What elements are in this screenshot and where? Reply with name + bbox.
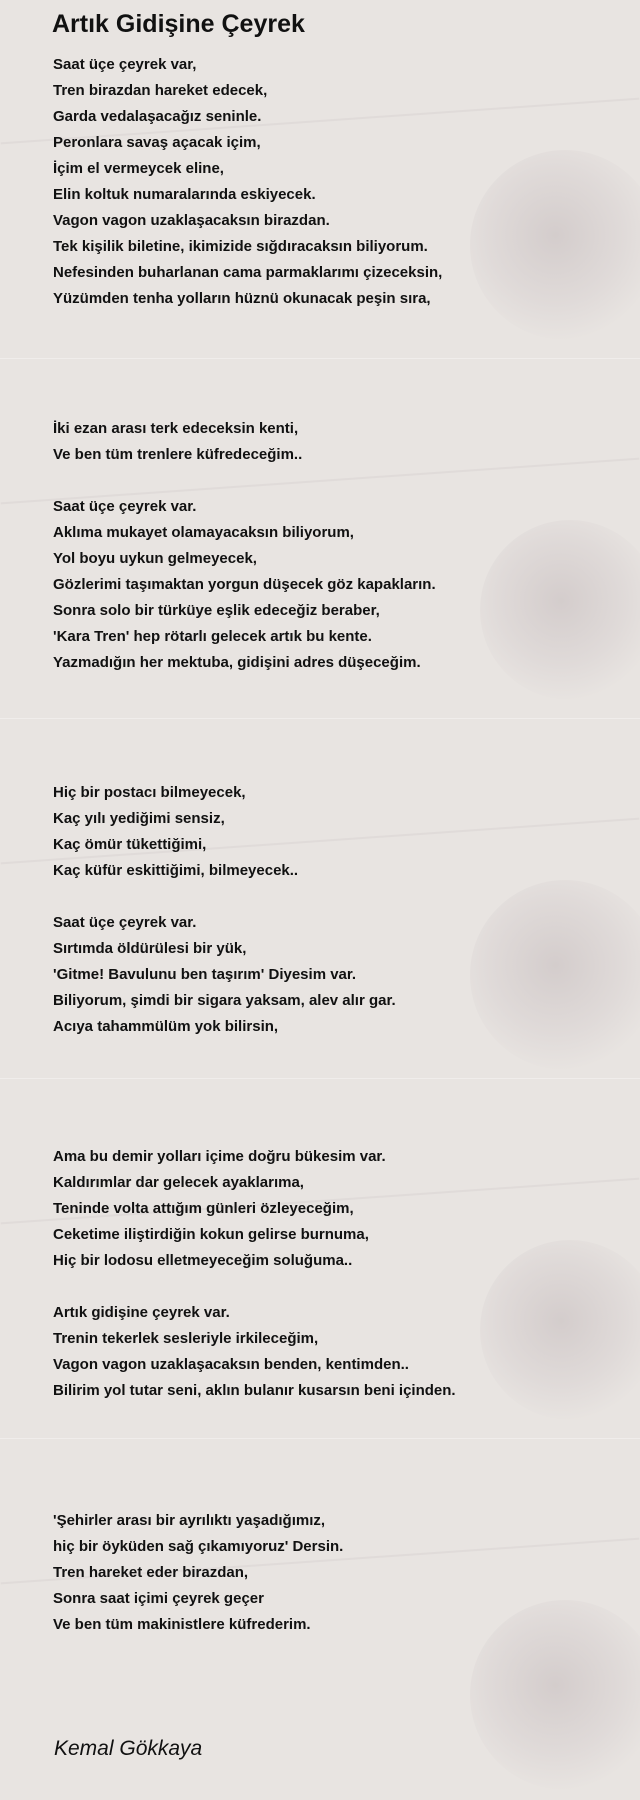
- poem-line: Saat üçe çeyrek var.: [53, 498, 197, 515]
- poem-line: Trenin tekerlek sesleriyle irkileceğim,: [53, 1330, 319, 1347]
- stanza: [53, 494, 613, 676]
- poem-line: Kaç yılı yediğimi sensiz,: [53, 810, 225, 827]
- stanza: [53, 1508, 613, 1638]
- stanza: [53, 1144, 613, 1274]
- stanza: [53, 52, 613, 312]
- poem-line: Aklıma mukayet olamayacaksın biliyorum,: [53, 524, 354, 541]
- poem-line: 'Kara Tren' hep rötarlı gelecek artık bu kente.: [53, 628, 372, 645]
- poem-line: İçim el vermeycek eline,: [53, 160, 224, 177]
- poem-line: İki ezan arası terk edeceksin kenti,: [53, 420, 299, 437]
- poem-line: Ve ben tüm makinistlere küfrederim.: [53, 1616, 311, 1633]
- stanza-break: [53, 312, 613, 416]
- stanza: [53, 780, 613, 884]
- poem-line: Sonra saat içimi çeyrek geçer: [53, 1590, 264, 1607]
- poem-line: Vagon vagon uzaklaşacaksın benden, kentimden..: [53, 1356, 409, 1373]
- stanza: [53, 910, 613, 1040]
- poem-title: Artık Gidişine Çeyrek: [52, 10, 305, 38]
- poem-line: Bilirim yol tutar seni, aklın bulanır kusarsın beni içinden.: [53, 1382, 456, 1399]
- poem-line: Ve ben tüm trenlere küfredeceğim..: [53, 446, 303, 463]
- poem-line: 'Şehirler arası bir ayrılıktı yaşadığımız,: [53, 1512, 326, 1529]
- poem-line: Teninde volta attığım günleri özleyeceğim,: [53, 1200, 354, 1217]
- poem-line: Kaldırımlar dar gelecek ayaklarıma,: [53, 1174, 304, 1191]
- poem-line: Gözlerimi taşımaktan yorgun düşecek göz kapakların.: [53, 576, 436, 593]
- poem-line: Garda vedalaşacağız seninle.: [53, 108, 262, 125]
- poem-line: Tren hareket eder birazdan,: [53, 1564, 249, 1581]
- poem-line: Yazmadığın her mektuba, gidişini adres düşeceğim.: [53, 654, 421, 671]
- poem-line: Hiç bir lodosu elletmeyeceğim soluğuma..: [53, 1252, 353, 1269]
- poem-line: Artık gidişine çeyrek var.: [53, 1304, 230, 1321]
- poem-line: Saat üçe çeyrek var,: [53, 56, 197, 73]
- poem-line: hiç bir öyküden sağ çıkamıyoruz' Dersin.: [53, 1538, 344, 1555]
- poem-line: Acıya tahammülüm yok bilirsin,: [53, 1018, 279, 1035]
- poem-line: Ceketime iliştirdiğin kokun gelirse burnuma,: [53, 1226, 369, 1243]
- poem-line: Saat üçe çeyrek var.: [53, 914, 197, 931]
- poem-line: Nefesinden buharlanan cama parmaklarımı çizeceksin,: [53, 264, 443, 281]
- stanza-break: [53, 1274, 613, 1300]
- poem-line: Tren birazdan hareket edecek,: [53, 82, 268, 99]
- stanza-break: [53, 1040, 613, 1144]
- stanza: [53, 1300, 613, 1404]
- poem-line: Ama bu demir yolları içime doğru bükesim var.: [53, 1148, 386, 1165]
- poem-line: Elin koltuk numaralarında eskiyecek.: [53, 186, 316, 203]
- stanza: [53, 416, 613, 468]
- stanza-break: [53, 676, 613, 780]
- stanza-break: [53, 884, 613, 910]
- poem-line: Kaç ömür tükettiğimi,: [53, 836, 207, 853]
- poem-line: Tek kişilik biletine, ikimizide sığdıracaksın biliyorum.: [53, 238, 428, 255]
- poem-line: Vagon vagon uzaklaşacaksın birazdan.: [53, 212, 330, 229]
- poem-line: Peronlara savaş açacak içim,: [53, 134, 261, 151]
- poem-line: Hiç bir postacı bilmeyecek,: [53, 784, 246, 801]
- stanza-break: [53, 468, 613, 494]
- poem-line: Yüzümden tenha yolların hüznü okunacak peşin sıra,: [53, 290, 431, 307]
- stanza-break: [53, 1404, 613, 1508]
- poem-line: 'Gitme! Bavulunu ben taşırım' Diyesim var.: [53, 966, 357, 983]
- poem-line: Sonra solo bir türküye eşlik edeceğiz beraber,: [53, 602, 380, 619]
- poem-line: Biliyorum, şimdi bir sigara yaksam, alev alır gar.: [53, 992, 396, 1009]
- poem-line: Yol boyu uykun gelmeyecek,: [53, 550, 257, 567]
- poem-body: [53, 52, 613, 1638]
- poem-author: Kemal Gökkaya: [54, 1737, 203, 1760]
- poem-line: Kaç küfür eskittiğimi, bilmeyecek..: [53, 862, 299, 879]
- poem-line: Sırtımda öldürülesi bir yük,: [53, 940, 247, 957]
